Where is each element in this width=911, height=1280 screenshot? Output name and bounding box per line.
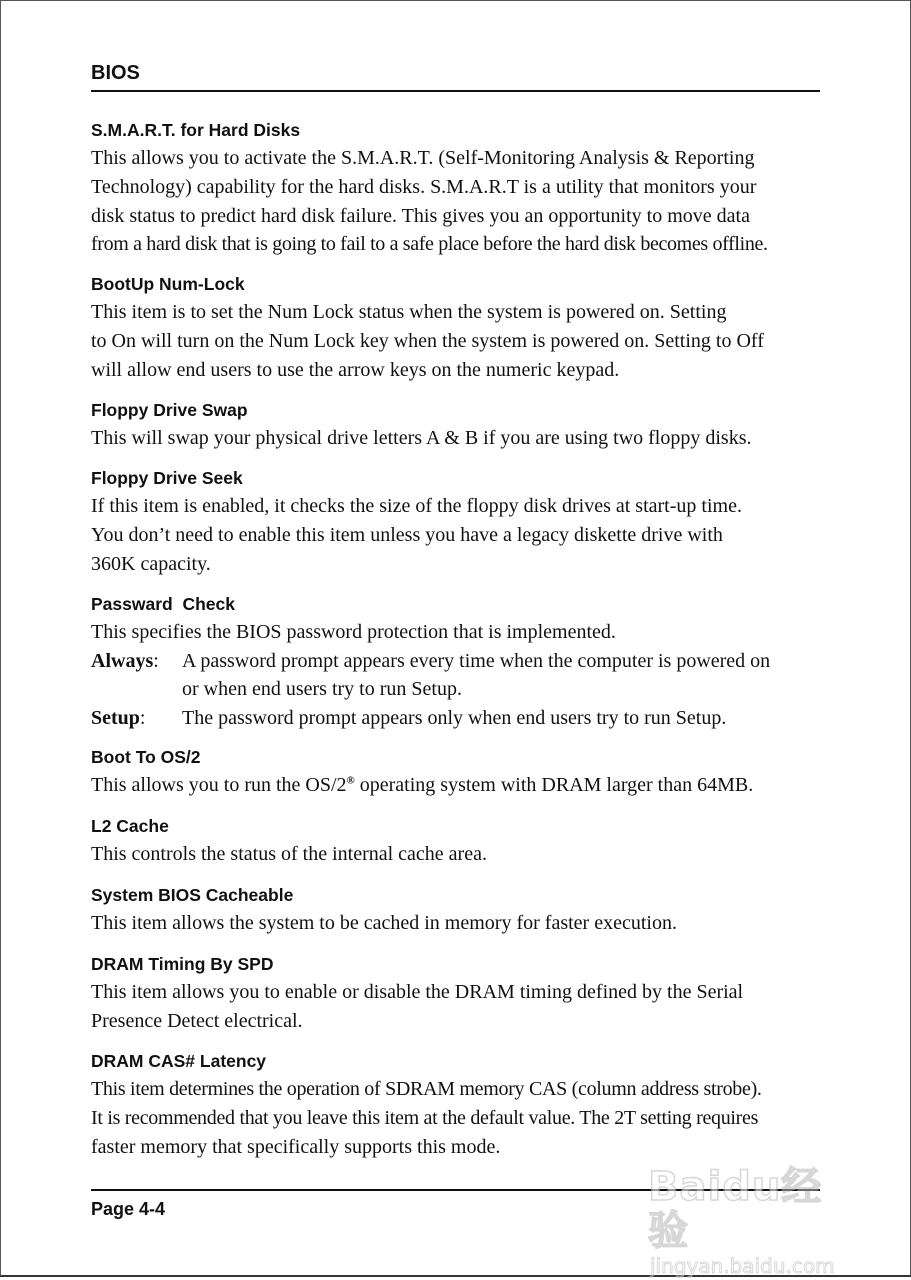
body-line: A password prompt appears every time when the computer is powered on — [182, 649, 771, 672]
section-heading: Floppy Drive Seek — [91, 468, 243, 489]
definition-separator: : — [153, 649, 159, 672]
body-line: or when end users try to run Setup. — [182, 678, 462, 701]
definition-term: Setup — [91, 706, 140, 729]
section-heading: System BIOS Cacheable — [91, 884, 294, 905]
section-dram-cas-latency — [91, 1049, 826, 1161]
watermark-url: jingyan.baidu.com — [650, 1254, 835, 1278]
registered-mark: ® — [346, 774, 355, 787]
section-body — [91, 771, 826, 800]
section-body — [91, 492, 826, 578]
body-line: from a hard disk that is going to fail to a safe place before the hard disk becomes offline. — [91, 233, 768, 256]
definition-term: Always — [91, 649, 154, 672]
section-password-check — [91, 592, 826, 732]
body-line: This will swap your physical drive letters A & B if you are using two floppy disks. — [91, 426, 752, 449]
section-heading: DRAM CAS# Latency — [91, 1051, 267, 1072]
section-heading: L2 Cache — [91, 815, 169, 836]
body-line: faster memory that specifically supports this mode. — [91, 1135, 501, 1158]
section-heading: Floppy Drive Swap — [91, 399, 248, 420]
body-line: This item is to set the Num Lock status when the system is powered on. Setting — [91, 301, 727, 324]
section-body — [91, 1075, 826, 1161]
header-rule — [91, 90, 820, 92]
baidu-watermark — [648, 1164, 858, 1278]
body-line: will allow end users to use the arrow keys on the numeric keypad. — [91, 358, 620, 381]
section-boot-to-os2 — [91, 745, 826, 800]
definition-always — [91, 647, 826, 704]
section-heading: Boot To OS/2 — [91, 747, 201, 768]
section-body — [91, 978, 826, 1036]
body-line: to On will turn on the Num Lock key when the system is powered on. Setting to Off — [91, 329, 764, 352]
body-line: This item allows the system to be cached in memory for faster execution. — [91, 911, 677, 934]
section-system-bios-cacheable — [91, 883, 826, 938]
body-line: If this item is enabled, it checks the size of the floppy disk drives at start-up time. — [91, 495, 742, 518]
body-line: This item determines the operation of SDRAM memory CAS (column address strobe). — [91, 1078, 762, 1101]
section-l2-cache — [91, 814, 826, 869]
body-line: disk status to predict hard disk failure. This gives you an opportunity to move data — [91, 204, 750, 227]
section-body — [91, 618, 826, 647]
document-body — [91, 118, 826, 1161]
page-number: Page 4-4 — [91, 1199, 166, 1219]
section-dram-timing-by-spd — [91, 952, 826, 1036]
section-floppy-drive-swap — [91, 398, 826, 453]
body-line: Presence Detect electrical. — [91, 1010, 303, 1033]
body-text: This allows you to run the OS/2 — [91, 774, 347, 797]
body-text: operating system with DRAM larger than 64MB. — [354, 774, 754, 797]
definition-setup — [91, 704, 826, 733]
body-line: The password prompt appears only when end users try to run Setup. — [182, 706, 727, 729]
section-smart — [91, 118, 826, 259]
body-line: You don’t need to enable this item unless you have a legacy diskette drive with — [91, 524, 723, 547]
definition-description — [182, 704, 826, 733]
section-heading: S.M.A.R.T. for Hard Disks — [91, 120, 301, 140]
section-bootup-num-lock — [91, 272, 826, 384]
page-header-title: BIOS — [91, 62, 140, 84]
section-body — [91, 909, 826, 938]
body-line: 360K capacity. — [91, 552, 211, 575]
definition-separator: : — [139, 706, 146, 729]
section-heading: Passward Check — [91, 593, 235, 614]
watermark-logo-text: Baidu经验 — [648, 1164, 823, 1254]
body-line: This specifies the BIOS password protection that is implemented. — [91, 620, 616, 643]
section-heading: BootUp Num-Lock — [91, 274, 245, 295]
body-line: This allows you to activate the S.M.A.R.T. (Self-Monitoring Analysis & Reporting — [91, 147, 755, 169]
definition-description — [182, 647, 826, 704]
section-floppy-drive-seek — [91, 466, 826, 578]
section-body — [91, 298, 826, 384]
section-body — [91, 840, 826, 869]
section-heading: DRAM Timing By SPD — [91, 954, 274, 975]
body-line: It is recommended that you leave this item at the default value. The 2T setting requires — [91, 1106, 759, 1129]
body-line: This item allows you to enable or disable the DRAM timing defined by the Serial — [91, 981, 744, 1004]
section-body — [91, 424, 826, 453]
body-line: Technology) capability for the hard disks. S.M.A.R.T is a utility that monitors your — [91, 175, 757, 198]
body-line: This controls the status of the internal cache area. — [91, 842, 487, 865]
section-body — [91, 144, 826, 259]
